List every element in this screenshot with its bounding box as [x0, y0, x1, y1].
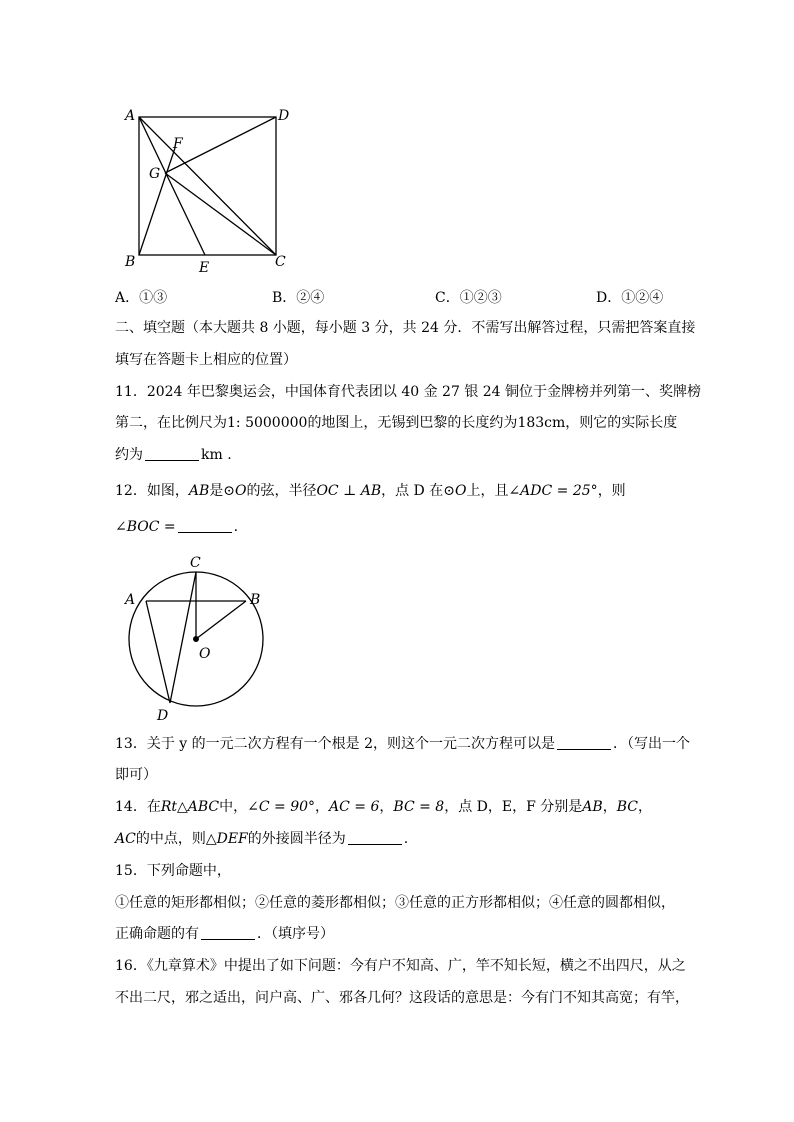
question-12-line2: ∠BOC = .: [115, 519, 239, 535]
question-13-line2: 即可）: [115, 767, 157, 783]
scale-value: 1: 5000000: [227, 415, 308, 431]
question-14-line1: 14．在Rt△ABC中，∠C = 90°，AC = 6，BC = 8，点 D，E，F 分别是AB，BC，: [115, 799, 652, 815]
question-15-line3: 正确命题的有 ．（填序号）: [115, 926, 334, 942]
label-b2: B: [250, 592, 261, 608]
diagonal-ac: [139, 117, 276, 255]
section-heading-cont: 填写在答题卡上相应的位置）: [115, 352, 297, 368]
label-e: E: [199, 260, 210, 276]
question-11-line3: 约为 km .: [115, 447, 232, 463]
segment-bf: [139, 148, 175, 255]
answer-blank-13: [557, 735, 611, 750]
question-16-line1: 16．《九章算术》中提出了如下问题：今有户不知高、广，竿不知长短，横之不出四尺，从之: [115, 958, 686, 974]
length-value: 183cm: [517, 415, 566, 431]
label-a2: A: [125, 592, 136, 608]
answer-blank-15: [201, 925, 255, 940]
question-15-line1: 15．下列命题中，: [115, 863, 231, 879]
segment-ae: [139, 117, 205, 255]
question-13-line1: 13．关于 y 的一元二次方程有一个根是 2，则这个一元二次方程可以是 ．（写出一个: [115, 736, 690, 752]
label-c2: C: [190, 555, 201, 571]
question-15-line2: ①任意的矩形都相似；②任意的菱形都相似；③任意的正方形都相似；④任意的圆都相似，: [115, 895, 675, 911]
label-o: O: [199, 646, 211, 662]
label-c: C: [275, 254, 286, 270]
question-14-line2: AC的中点，则△DEF的外接圆半径为 .: [115, 831, 409, 847]
segment-dc: [170, 572, 196, 703]
circle-figure: [115, 552, 275, 724]
section-heading: 二、填空题（本大题共 8 小题，每小题 3 分，共 24 分．不需写出解答过程，只需把答案直接: [115, 320, 696, 336]
answer-blank-12: [178, 518, 232, 533]
label-b: B: [125, 254, 136, 270]
label-g: G: [149, 166, 161, 182]
center-point: [193, 636, 199, 642]
option-d: D．①②④: [596, 290, 664, 306]
answer-blank-14: [348, 830, 402, 845]
label-a: A: [125, 108, 136, 124]
answer-blank-11: [145, 446, 199, 461]
option-a: A．①③: [115, 290, 168, 306]
question-11-line2: 第二，在比例尺为1: 5000000的地图上，无锡到巴黎的长度约为183cm，则它的实际长度: [115, 415, 678, 431]
label-d: D: [278, 108, 290, 124]
option-c: C．①②③: [435, 290, 502, 306]
label-d2: D: [157, 708, 169, 724]
square-figure: [115, 100, 305, 280]
question-12-line1: 12．如图，AB是⊙O的弦，半径OC ⊥ AB，点 D 在⊙O上，且∠ADC = 25°，则: [115, 483, 626, 499]
segment-gc: [165, 173, 276, 255]
option-b: B．②④: [272, 290, 325, 306]
question-16-line2: 不出二尺，邪之适出，问户高、广、邪各几何？这段话的意思是：今有门不知其高宽；有竿，: [115, 990, 689, 1006]
label-f: F: [173, 136, 183, 152]
segment-ob: [196, 601, 246, 639]
question-11-line1: 11．2024 年巴黎奥运会，中国体育代表团以 40 金 27 银 24 铜位于金牌榜并列第一、奖牌榜: [115, 384, 702, 400]
